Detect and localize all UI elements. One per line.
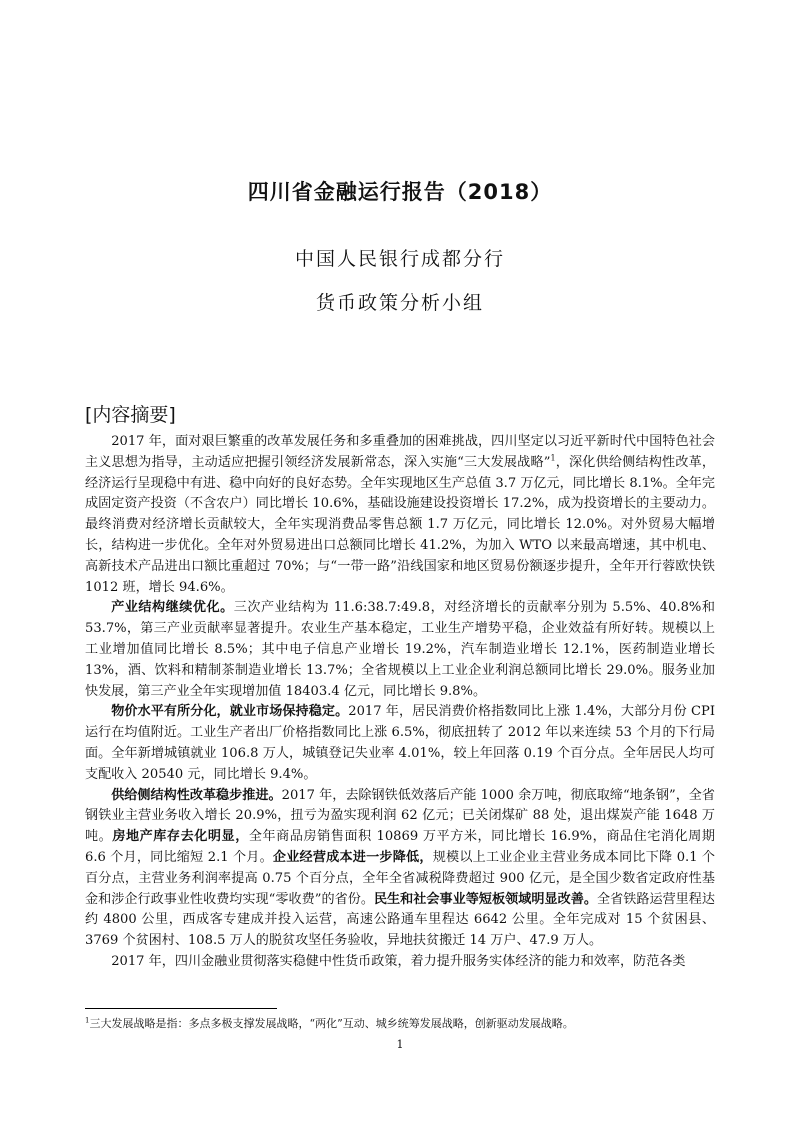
paragraph-text: ，深化供给侧结构性改革，经济运行呈现稳中有进、稳中向好的良好态势。全年实现地区生产总值 3.7 万亿元，同比增长 8.1%。全年完成固定资产投资（不含农户）同比增长 10.6%，基础设施建设投资增长 17.2%，成为投资增长的主要动力。最终消费对经济增长贡献较大，全年实现消费品零售总额 1.7 万亿元，同比增长 12.0%。对外贸易大幅增长，结构进一步优化。全年对外贸易进出口总额同比增长 41.2%，为加入 WTO 以来最高增速，其中机电、高新技术产品进出口额比重超过 70%；与“一带一路”沿线国家和地区贸易份额逐步提升，全年开行蓉欧快铁 1012 班，增长 94.6%。 xyxy=(85,454,716,595)
summary-body xyxy=(85,432,715,973)
paragraph-text: 2017 年，居民消费价格指数同比上涨 1.4%，大部分月份 CPI 运行在均值附近。工业生产者出厂价格指数同比上涨 6.5%，彻底扭转了 2012 年以来连续 53 个月的下行局面。全年新增城镇就业 106.8 万人，城镇登记失业率 4.01%，较上年回落 0.19 个百分点。全年居民人均可支配收入 20540 元，同比增长 9.4%。 xyxy=(85,704,715,782)
paragraph-industry xyxy=(85,598,715,702)
paragraph-text: 2017 年，四川金融业贯彻落实稳健中性货币政策，着力提升服务实体经济的能力和效率，防范各类 xyxy=(111,953,686,969)
footnote-ref: 1 xyxy=(550,453,556,463)
section-heading: [内容摘要] xyxy=(85,404,176,426)
page-number: 1 xyxy=(396,1038,404,1051)
author-group: 货币政策分析小组 xyxy=(315,292,484,314)
paragraph-text: 2017 年，面对艰巨繁重的改革发展任务和多重叠加的困难挑战，四川坚定以习近平新时代中国特色社会主义思想为指导，主动适应把握引领经济发展新常态，深入实施“三大发展战略” xyxy=(85,434,715,470)
footnote-text: 三大发展战略是指：多点多极支撑发展战略，“两化”互动、城乡统筹发展战略，创新驱动发展战略。 xyxy=(89,1017,574,1030)
paragraph-lead: 企业经营成本进一步降低， xyxy=(272,849,433,865)
paragraph-finance xyxy=(85,952,715,973)
page-title: 四川省金融运行报告（2018） xyxy=(247,180,553,204)
paragraph-text: 三次产业结构为 11.6:38.7:49.8，对经济增长的贡献率分别为 5.5%、40.8%和 53.7%，第三产业贡献率显著提升。农业生产基本稳定，工业生产增势平稳，企业效益有所好转。规模以上工业增加值同比增长 8.5%；其中电子信息产业增长 19.2%，汽车制造业增长 12.1%，医药制造业增长 13%，酒、饮料和精制茶制造业增长 13.7%；全省规模以上工业企业利润总额同比增长 29.0%。服务业加快发展，第三产业全年实现增加值 18403.4 亿元，同比增长 9.8%。 xyxy=(85,600,715,699)
paragraph-text: 2017 年，去除钢铁低效落后产能 1000 余万吨，彻底取缔“地条钢”，全省钢铁业主营业务收入增长 20.9%，扭亏为盈实现利润 62 亿元；已关闭煤矿 88 处，退出煤炭产能 1648 万吨。 xyxy=(85,787,716,845)
paragraph-lead: 房地产库存去化明显， xyxy=(112,829,249,845)
paragraph-text: 规模以上工业企业主营业务成本同比下降 0.1 个百分点，主营业务利润率提高 0.75 个百分点，全年全省减税降费超过 900 亿元，是全国少数省定政府性基金和涉企行政事业性收费均实现“零收费”的省份。 xyxy=(85,849,715,907)
footnote xyxy=(85,1017,725,1031)
paragraph-lead: 产业结构继续优化。 xyxy=(111,600,234,616)
paragraph-lead: 供给侧结构性改革稳步推进。 xyxy=(111,787,282,803)
paragraph-prices xyxy=(85,702,715,785)
author-org: 中国人民银行成都分行 xyxy=(294,248,505,270)
paragraph-text: 全年商品房销售面积 10869 万平方米，同比增长 16.9%，商品住宅消化周期 6.6 个月，同比缩短 2.1 个月。 xyxy=(85,829,716,865)
footnote-divider xyxy=(85,1008,277,1009)
paragraph-reform xyxy=(85,786,715,952)
paragraph-lead: 民生和社会事业等短板领域明显改善。 xyxy=(373,891,597,907)
paragraph-overview xyxy=(85,432,715,598)
paragraph-text: 全省铁路运营里程达约 4800 公里，西成客专建成并投入运营，高速公路通车里程达 6642 公里。全年完成对 15 个贫困县、3769 个贫困村、108.5 万人的脱贫攻坚任务验收，异地扶贫搬迁 14 万户、47.9 万人。 xyxy=(85,891,716,949)
footnote-number: 1 xyxy=(85,1016,90,1025)
paragraph-lead: 物价水平有所分化，就业市场保持稳定。 xyxy=(111,704,349,720)
